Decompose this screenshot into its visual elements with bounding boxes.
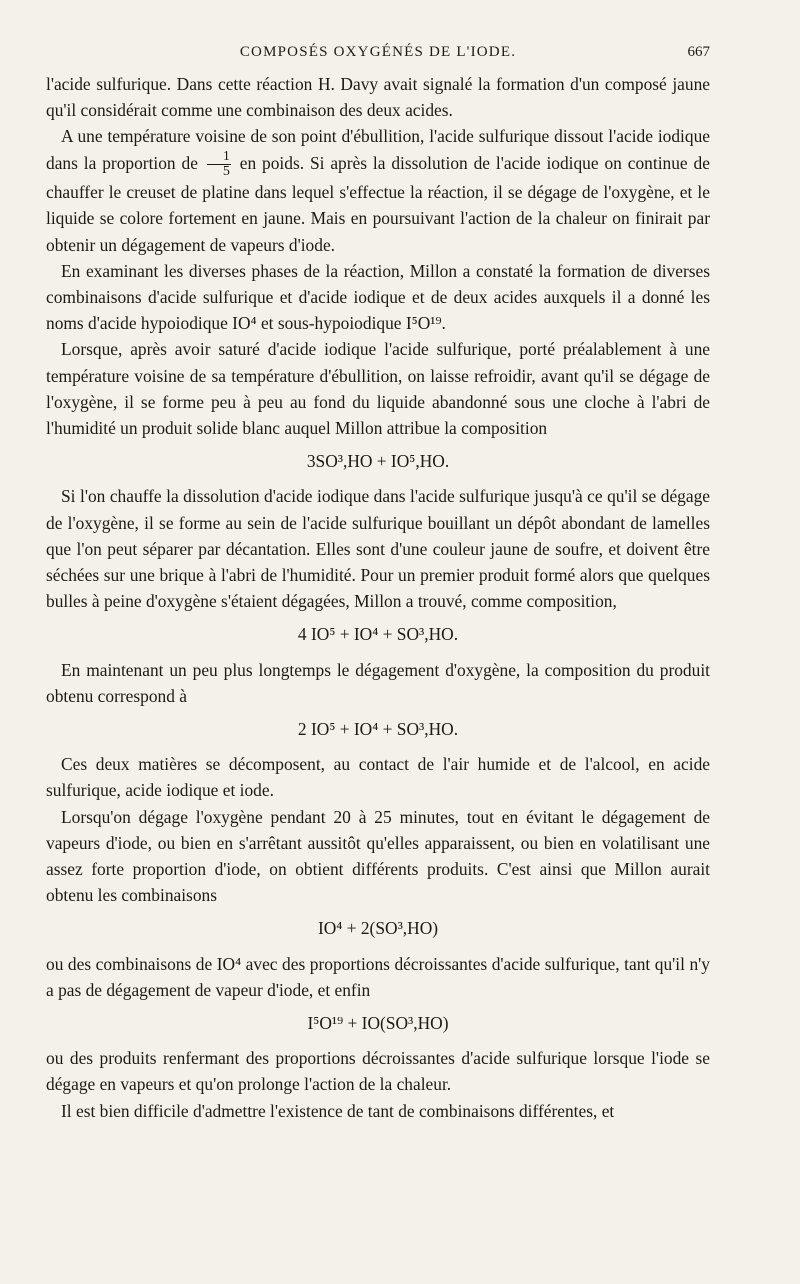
fraction-one-fifth — [207, 150, 231, 179]
paragraph-white-solid: Lorsque, après avoir saturé d'acide iodique l'acide sulfurique, porté préalablement à une température voisine de sa température d'ébullition, on laisse refroidir, avant qu'il se dégage de l'oxygène, il se forme peu à peu au fond du liquide abandonné sous une cloche à l'abri de l'humidité un produit solide blanc auquel Millon attribue la composition — [46, 339, 710, 438]
paragraph-text-before-fraction: A une température voisine de son point d'ébullition, l'acide sulfurique dissout l'acide iodique dans la proportion de — [46, 126, 710, 173]
paragraph-conclusion: Il est bien difficile d'admettre l'existence de tant de combinaisons différentes, et — [61, 1100, 615, 1121]
formula-first-product: 4 IO⁵ + IO⁴ + SO³,HO. — [297, 624, 459, 645]
running-title: COMPOSÉS OXYGÉNÉS DE L'IODE. — [239, 44, 517, 60]
formula-hypoiodic-combination: IO⁴ + 2(SO³,HO) — [317, 918, 439, 939]
fraction-denominator: 5 — [222, 164, 230, 180]
paragraph-decomposition: Ces deux matières se décomposent, au contact de l'air humide et de l'alcool, en acide sulfurique, acide iodique et iode. — [46, 754, 710, 801]
paragraph-text-after-fraction: en poids. Si après la dissolution de l'acide iodique on continue de chauffer le creuset de platine dans lequel s'effectue la réaction, il se dégage de l'oxygène, et le liquide se colore fortement en jaune. Mais en poursuivant l'action de la chaleur on finirait par obtenir un dégagement de vapeurs d'iode. — [46, 152, 710, 255]
formula-sous-hypoiodic-combination: I⁵O¹⁹ + IO(SO³,HO) — [307, 1013, 449, 1033]
paragraph-oxygen-release: Lorsqu'on dégage l'oxygène pendant 20 à 25 minutes, tout en évitant le dégagement de vapeurs d'iode, ou bien en s'arrêtant aussitôt qu'elles apparaissent, ou bien en volatilisant une assez forte proportion d'iode, on obtient différents produits. C'est ainsi que Millon aurait obtenu les combinaisons — [46, 806, 710, 906]
paragraph-iodine-vapour: ou des produits renfermant des proportions décroissantes d'acide sulfurique lorsque l'iode se dégage en vapeurs et qu'on prolonge l'action de la chaleur. — [46, 1048, 710, 1095]
paragraph-millon-phases: En examinant les diverses phases de la réaction, Millon a constaté la formation de diverses combinaisons d'acide sulfurique et d'acide iodique et de deux acides auxquels il a donné les noms d'acide hypoiodique IO⁴ et sous-hypoiodique I⁵O¹⁹. — [46, 260, 710, 334]
fraction-numerator: 1 — [207, 150, 231, 165]
formula-white-solid: 3SO³,HO + IO⁵,HO. — [306, 451, 450, 472]
paragraph-decreasing-proportions: ou des combinaisons de IO⁴ avec des proportions décroissantes d'acide sulfurique, tant qu'il n'y a pas de dégagement de vapeur d'iode, et enfin — [46, 953, 710, 1000]
page-header — [46, 44, 710, 68]
body-text — [46, 71, 710, 1124]
paragraph-yellow-lamellae: Si l'on chauffe la dissolution d'acide iodique dans l'acide sulfurique jusqu'à ce qu'il se dégage de l'oxygène, il se forme au sein de l'acide sulfurique bouillant un dépôt abondant de lamelles que l'on peut séparer par décantation. Elles sont d'une couleur jaune de soufre, et doivent être séchées sur une brique à l'abri de l'humidité. Pour un premier produit formé alors que quelques bulles à peine d'oxygène s'étaient dégagées, Millon a trouvé, comme composition, — [46, 486, 710, 612]
paragraph-longer-heating: En maintenant un peu plus longtemps le dégagement d'oxygène, la composition du produit obtenu correspond à — [46, 659, 710, 706]
page-number: 667 — [687, 44, 710, 60]
paragraph-iodic-dissolution — [46, 123, 710, 257]
paragraph-continuation: l'acide sulfurique. Dans cette réaction H. Davy avait signalé la formation d'un composé jaune qu'il considérait comme une combinaison des deux acides. — [46, 74, 710, 121]
formula-second-product: 2 IO⁵ + IO⁴ + SO³,HO. — [297, 718, 459, 739]
